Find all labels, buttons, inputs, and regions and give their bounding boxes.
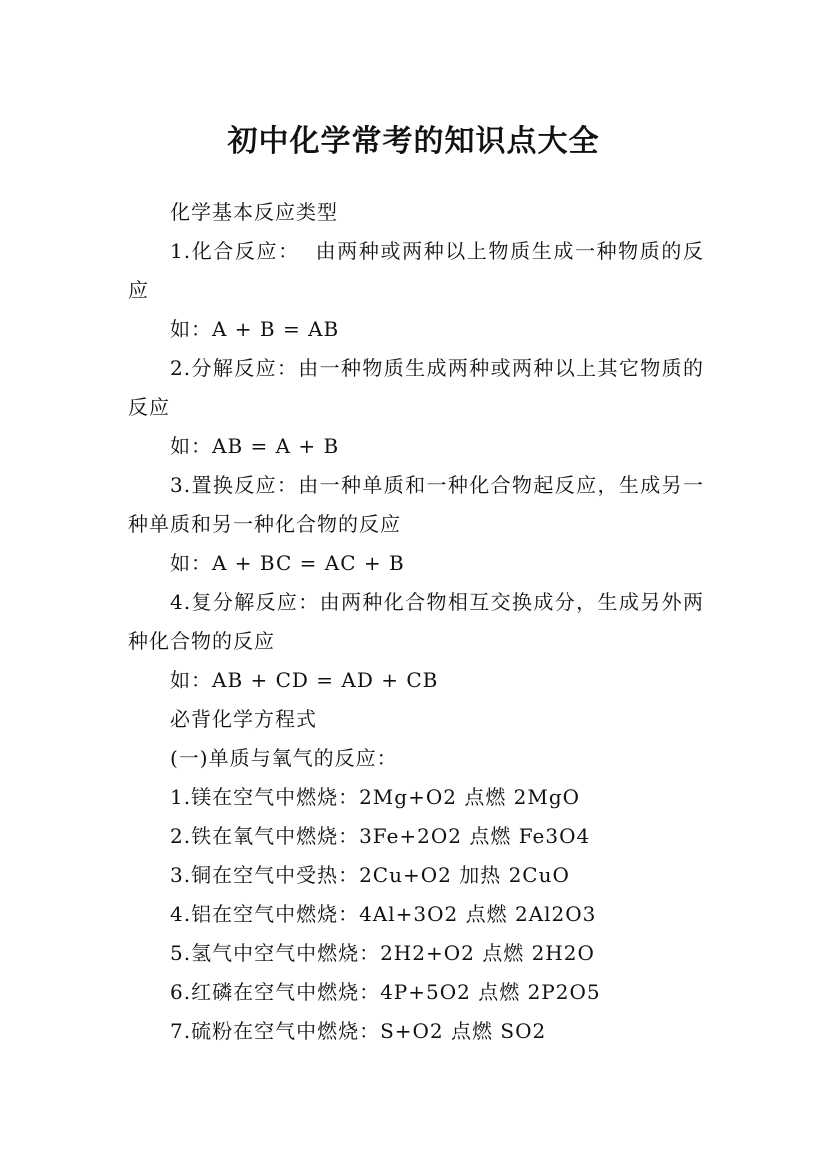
paragraph-displacement-reaction: 3.置换反应：由一种单质和一种化合物起反应，生成另一种单质和另一种化合物的反应 xyxy=(128,473,704,536)
example-combination: 如：A + B = AB xyxy=(170,317,340,341)
equation-item: 2.铁在氧气中燃烧：3Fe+2O2 点燃 Fe3O4 xyxy=(170,824,591,848)
equation-item: 1.镁在空气中燃烧：2Mg+O2 点燃 2MgO xyxy=(170,785,581,809)
equation-item: 5.氢气中空气中燃烧：2H2+O2 点燃 2H2O xyxy=(170,941,595,965)
document-title: 初中化学常考的知识点大全 xyxy=(227,124,600,160)
example-displacement: 如：A + BC = AC + B xyxy=(170,551,405,575)
equation-item: 4.铝在空气中燃烧：4Al+3O2 点燃 2Al2O3 xyxy=(170,902,597,926)
subsection-heading-oxygen-reactions: (一)单质与氧气的反应： xyxy=(170,746,398,770)
section-heading-reaction-types: 化学基本反应类型 xyxy=(170,200,338,224)
section-heading-equations: 必背化学方程式 xyxy=(170,707,317,731)
example-decomposition: 如：AB = A + B xyxy=(170,434,340,458)
paragraph-decomposition-reaction: 2.分解反应：由一种物质生成两种或两种以上其它物质的反应 xyxy=(128,356,704,419)
paragraph-double-displacement-reaction: 4.复分解反应：由两种化合物相互交换成分，生成另外两种化合物的反应 xyxy=(128,590,704,653)
example-double-displacement: 如：AB + CD = AD + CB xyxy=(170,668,439,692)
equation-item: 3.铜在空气中受热：2Cu+O2 加热 2CuO xyxy=(170,863,570,887)
equation-item: 7.硫粉在空气中燃烧：S+O2 点燃 SO2 xyxy=(170,1019,547,1043)
paragraph-combination-reaction: 1.化合反应： 由两种或两种以上物质生成一种物质的反应 xyxy=(128,239,704,302)
equation-item: 6.红磷在空气中燃烧：4P+5O2 点燃 2P2O5 xyxy=(170,980,601,1004)
document-body xyxy=(128,193,704,1051)
